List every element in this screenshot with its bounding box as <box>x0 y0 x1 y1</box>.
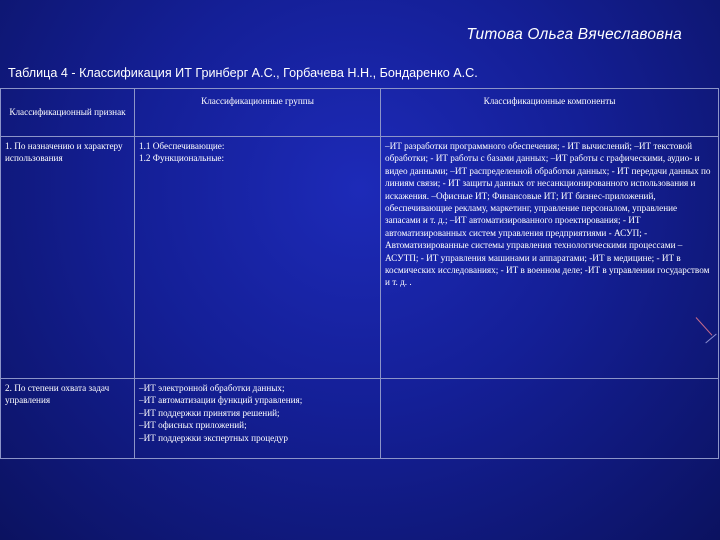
row2-groups <box>135 379 381 459</box>
header-groups: Классификационные группы <box>135 89 381 137</box>
row2-attribute: 2. По степени охвата задач управления <box>1 379 135 459</box>
table-header-row <box>1 89 719 137</box>
row1-group-item: 1.2 Функциональные: <box>139 153 225 164</box>
row2-group-item: –ИТ поддержки принятия решений; <box>139 407 280 418</box>
table-caption: Таблица 4 - Классификация ИТ Гринберг А.С., Горбачева Н.Н., Бондаренко А.С. <box>8 66 478 80</box>
header-attribute: Классификационный признак <box>9 107 126 117</box>
row2-group-item: –ИТ поддержки экспертных процедур <box>139 432 288 443</box>
table-row <box>1 379 719 459</box>
row1-group-item: 1.1 Обеспечивающие: <box>139 141 225 151</box>
row2-group-item: –ИТ офисных приложений; <box>139 420 247 431</box>
row1-groups <box>135 137 381 379</box>
author-name: Титова Ольга Вячеславовна <box>466 26 682 43</box>
row2-group-item: –ИТ автоматизации функций управления; <box>139 395 303 406</box>
row2-group-item: –ИТ электронной обработки данных; <box>139 383 285 393</box>
row1-attribute: 1. По назначению и характеру использования <box>1 137 135 379</box>
row1-components: –ИТ разработки программного обеспечения; - ИТ вычислений; –ИТ текстовой обработки; - ИТ работы с базами данных; –ИТ работы с графическими, аудио- и видео данными; –ИТ распределенной обработки данных; - ИТ передачи данных по линиям связи; - ИТ защиты данных от несанкционированного использования и искажения. –Офисные ИТ; Финансовые ИТ; ИТ бизнес-приложений, обеспечивающие рекламу, маркетинг, управление персоналом, управление запасами и т. д.; –ИТ автоматизированного проектирования; - ИТ автоматизированных систем управления предприятиями - АСУП; - Автоматизированные системы управления технологическими процессами – АСУТП; - ИТ управления машинами и аппаратами; -ИТ в медицине; - ИТ в космических исследованиях; - ИТ в военном деле; -ИТ в управлении государством и т. д. . <box>381 137 719 379</box>
header-attribute-cell <box>1 89 135 137</box>
row2-components <box>381 379 719 459</box>
header-components: Классификационные компоненты <box>381 89 719 137</box>
classification-table <box>0 88 719 459</box>
table-row <box>1 137 719 379</box>
